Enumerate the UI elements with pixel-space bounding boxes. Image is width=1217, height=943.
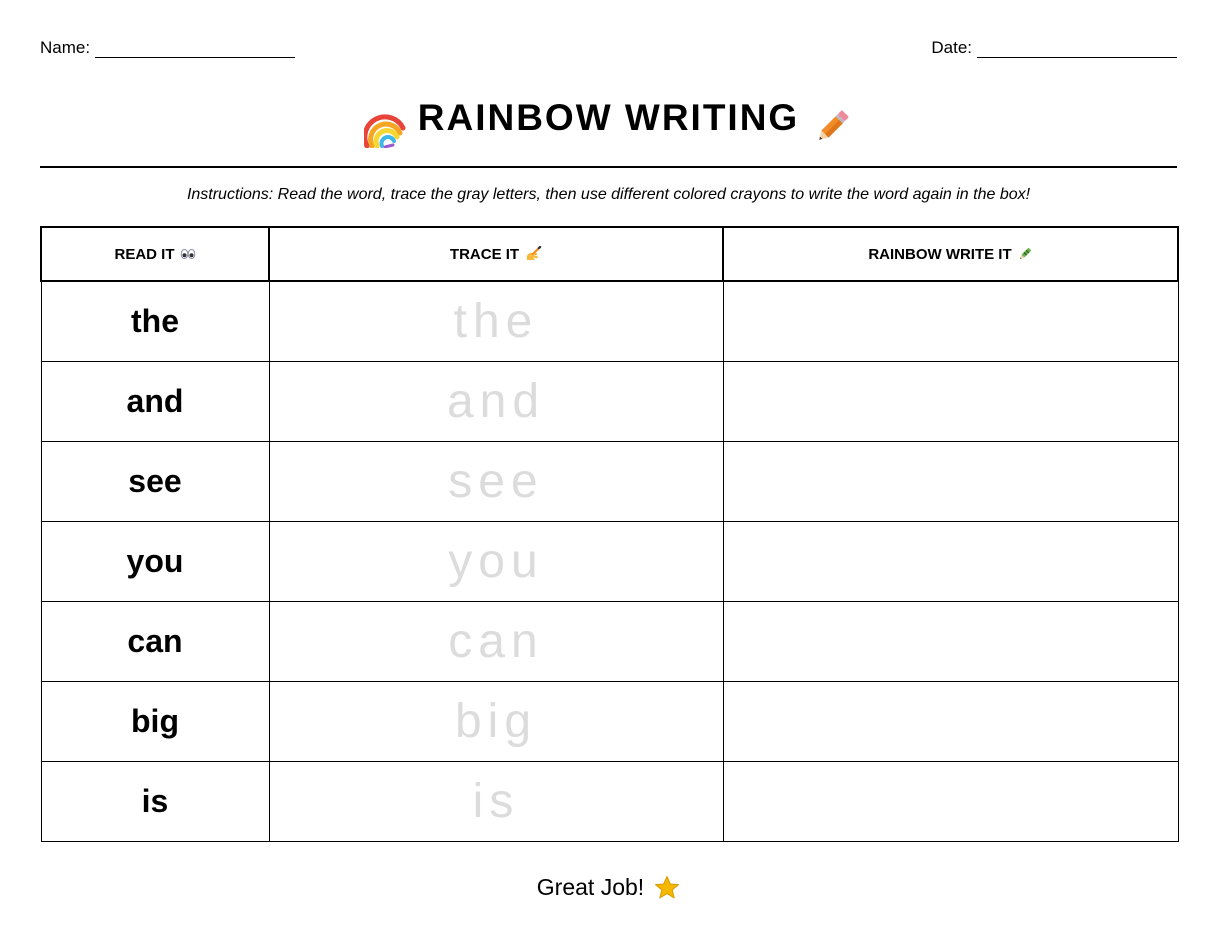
trace-word: see (448, 455, 544, 508)
rainbow-write-box[interactable] (723, 442, 1178, 522)
trace-word: can (448, 615, 544, 668)
instructions-text: Instructions: Read the word, trace the gray letters, then use different colored crayons to write the word again in the box! (186, 186, 1031, 203)
read-cell (41, 762, 269, 842)
rainbow-icon (364, 106, 406, 148)
rainbow-write-box[interactable] (723, 362, 1178, 442)
title-divider (40, 166, 1177, 168)
trace-cell (269, 281, 723, 362)
trace-word: the (453, 295, 539, 348)
name-field (40, 38, 295, 58)
title-block (40, 88, 1177, 148)
date-line[interactable] (977, 41, 1177, 58)
trace-cell (269, 682, 723, 762)
table-row (41, 522, 1178, 602)
read-cell (41, 442, 269, 522)
word-table (40, 226, 1179, 842)
rainbow-write-box[interactable] (723, 522, 1178, 602)
read-word: can (127, 623, 183, 659)
read-word: the (131, 303, 179, 339)
name-line[interactable] (95, 41, 295, 58)
star-icon (654, 875, 680, 901)
trace-word: big (454, 695, 538, 748)
writing-hand-icon (524, 246, 542, 262)
read-word: big (131, 703, 179, 739)
date-field (931, 38, 1177, 58)
rainbow-write-box[interactable] (723, 762, 1178, 842)
pencil-icon (811, 106, 853, 148)
trace-cell (269, 442, 723, 522)
trace-word: is (472, 775, 520, 828)
table-row (41, 281, 1178, 362)
read-word: is (141, 783, 169, 819)
table-row (41, 762, 1178, 842)
trace-word: you (448, 535, 544, 588)
read-word: you (126, 543, 184, 579)
table-row (41, 362, 1178, 442)
trace-cell (269, 762, 723, 842)
read-cell (41, 281, 269, 362)
table-row (41, 682, 1178, 762)
trace-cell (269, 362, 723, 442)
page-title: RAINBOW WRITING (417, 97, 800, 138)
trace-cell (269, 602, 723, 682)
footer-text: Great Job! (536, 874, 645, 900)
rainbow-write-box[interactable] (723, 682, 1178, 762)
read-word: see (128, 463, 182, 499)
read-cell (41, 362, 269, 442)
rainbow-write-box[interactable] (723, 602, 1178, 682)
column-header-rainbow-write: RAINBOW WRITE IT (723, 227, 1178, 281)
read-word: and (126, 383, 184, 419)
date-label: Date: (931, 38, 972, 57)
read-cell (41, 522, 269, 602)
table-header-row (41, 227, 1178, 281)
name-label: Name: (40, 38, 91, 57)
crayon-icon (1017, 246, 1033, 262)
column-header-trace: TRACE IT (269, 227, 723, 281)
table-row (41, 602, 1178, 682)
trace-word: and (446, 375, 546, 428)
rainbow-write-box[interactable] (723, 281, 1178, 362)
trace-cell (269, 522, 723, 602)
table-row (41, 442, 1178, 522)
eyes-icon (180, 248, 196, 260)
footer (40, 874, 1177, 901)
column-header-read: READ IT (41, 227, 269, 281)
read-cell (41, 682, 269, 762)
read-cell (41, 602, 269, 682)
header-row (40, 38, 1177, 60)
